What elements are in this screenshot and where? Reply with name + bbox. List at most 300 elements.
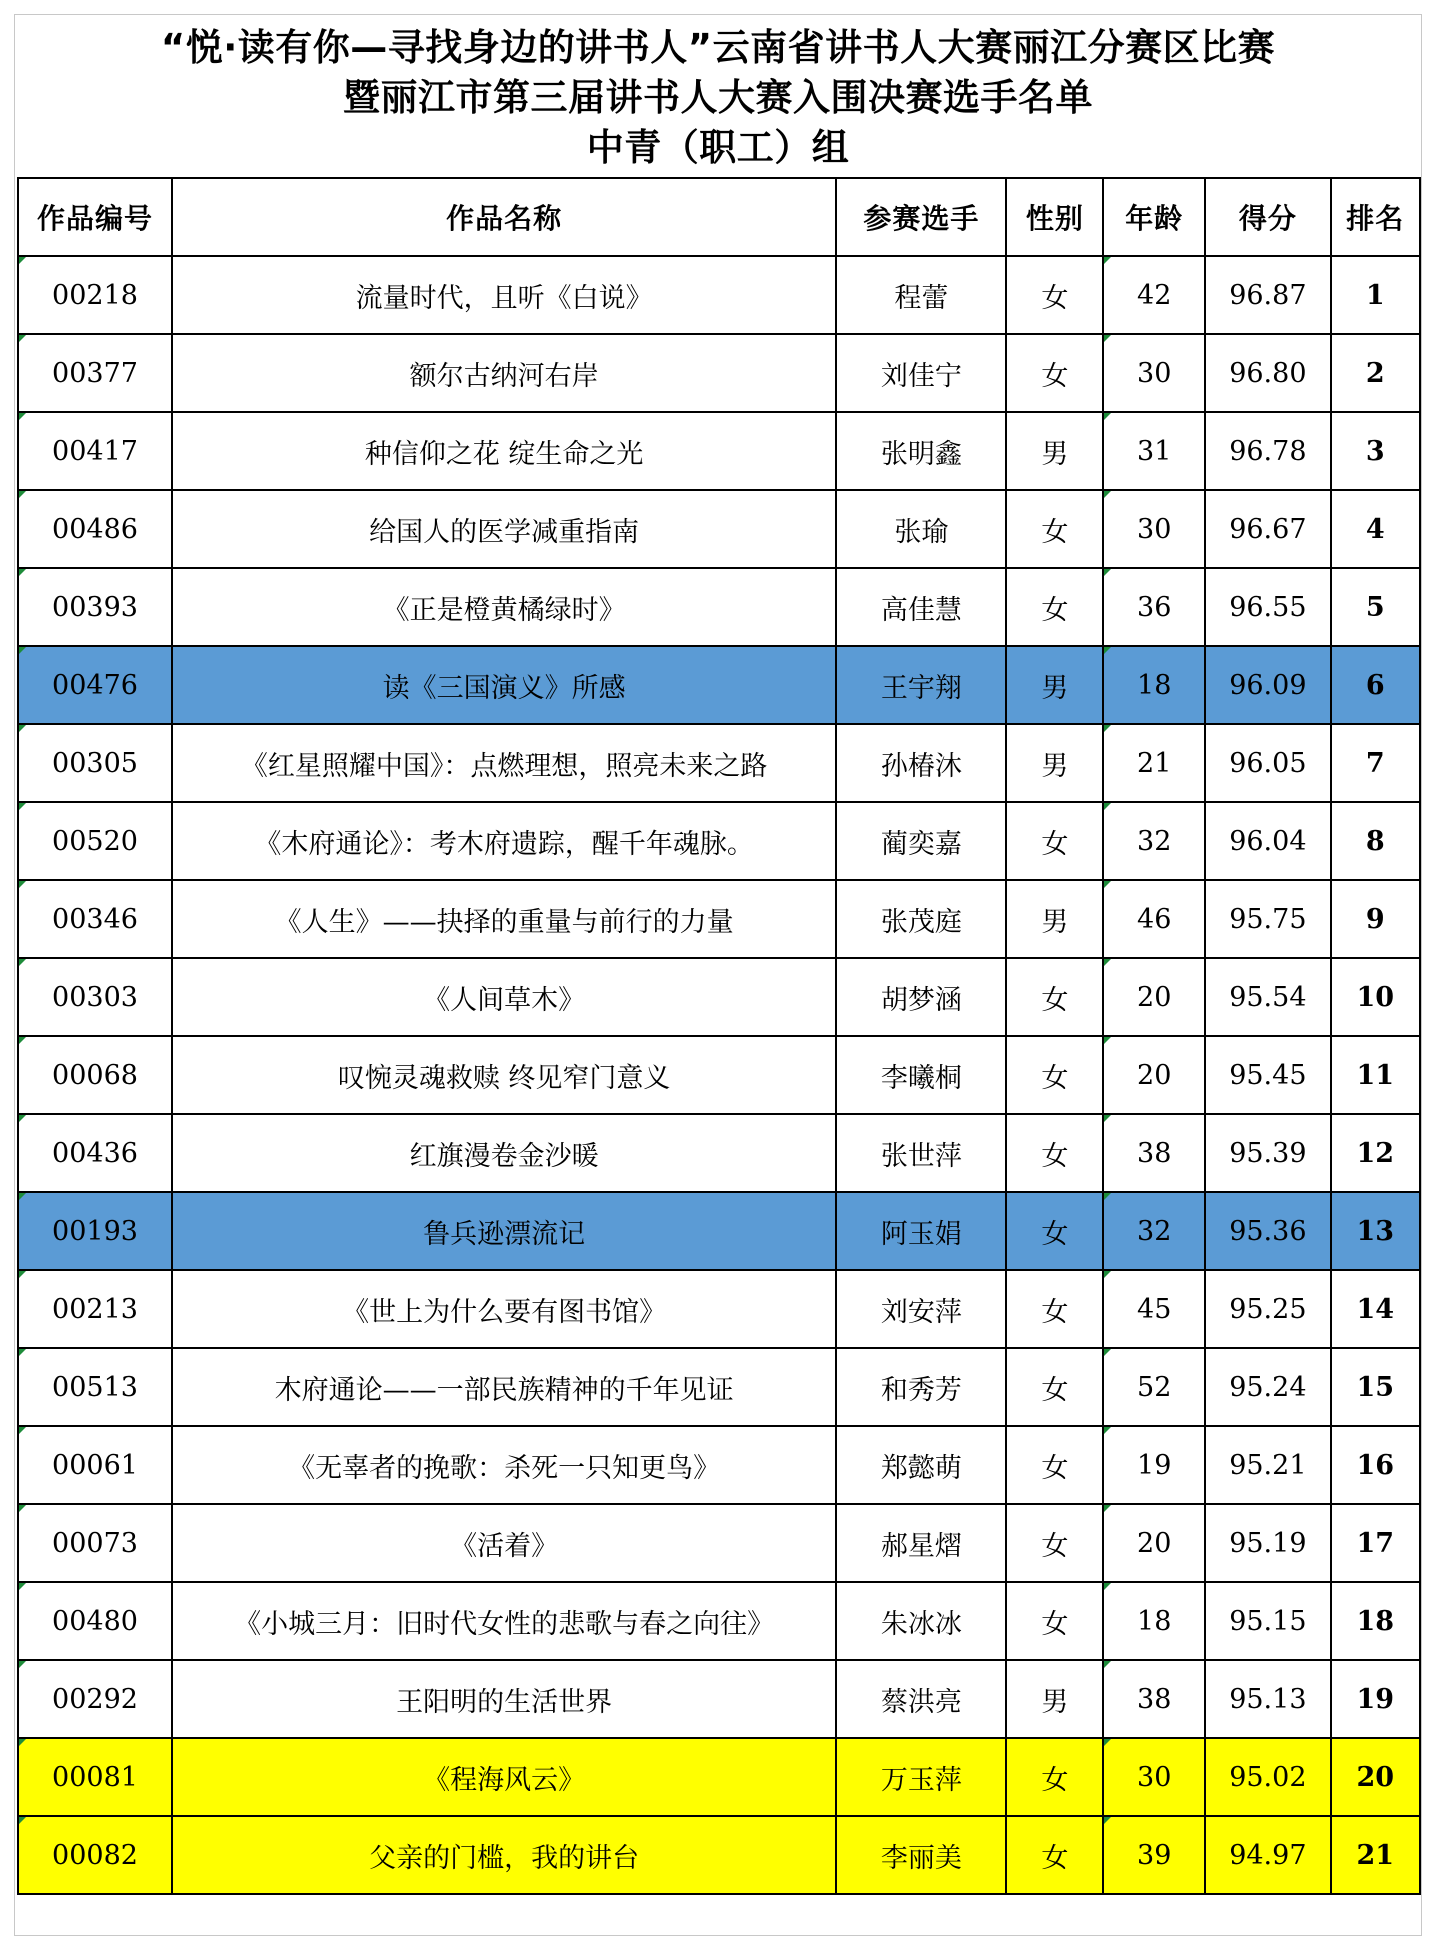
work-name-text: 《人间草木》 [423,984,586,1016]
gender-text: 男 [1041,1686,1069,1718]
cell-work-id[interactable] [18,334,172,412]
cell-marker-icon [19,1583,26,1590]
work-name-text: 《人生》——抉择的重量与前行的力量 [274,906,734,938]
cell-age[interactable] [1103,802,1205,880]
cell-age[interactable] [1103,1426,1205,1504]
cell-rank[interactable] [1331,1816,1420,1894]
cell-work-id[interactable] [18,802,172,880]
cell-work-id[interactable] [18,256,172,334]
cell-player[interactable] [836,1114,1006,1192]
cell-gender[interactable] [1006,1816,1103,1894]
cell-gender[interactable] [1006,802,1103,880]
cell-work-id[interactable] [18,1660,172,1738]
cell-work-name[interactable] [172,1426,836,1504]
cell-work-id[interactable] [18,1192,172,1270]
work-name-text: 叹惋灵魂救赎 终见窄门意义 [337,1062,671,1094]
score-text: 95.21 [1229,1449,1307,1481]
cell-score[interactable] [1205,412,1330,490]
player-text: 阿玉娟 [880,1218,962,1250]
cell-marker-icon [19,1817,26,1824]
header-player[interactable]: 参赛选手 [836,178,1006,256]
cell-gender[interactable] [1006,1348,1103,1426]
finalist-table [17,177,1421,1895]
cell-work-name[interactable] [172,1582,836,1660]
cell-marker-icon [19,1661,26,1668]
cell-gender[interactable] [1006,1504,1103,1582]
cell-gender[interactable] [1006,334,1103,412]
cell-work-name[interactable] [172,724,836,802]
rank-text: 19 [1356,1683,1395,1715]
player-text: 刘安萍 [880,1296,962,1328]
cell-score[interactable] [1205,1738,1330,1816]
cell-work-id[interactable] [18,1426,172,1504]
cell-score[interactable] [1205,334,1330,412]
cell-score[interactable] [1205,724,1330,802]
cell-marker-icon [1104,1193,1111,1200]
age-text: 20 [1137,981,1172,1013]
cell-marker-icon [1104,647,1111,654]
work-id-text: 00213 [52,1293,138,1325]
cell-marker-icon [1104,1583,1111,1590]
cell-gender[interactable] [1006,1114,1103,1192]
cell-work-name[interactable] [172,1738,836,1816]
cell-player[interactable] [836,880,1006,958]
cell-gender[interactable] [1006,1738,1103,1816]
rank-text: 3 [1365,435,1385,467]
cell-rank[interactable] [1331,958,1420,1036]
gender-text: 女 [1041,360,1069,392]
cell-work-id[interactable] [18,1738,172,1816]
age-text: 38 [1137,1683,1172,1715]
cell-rank[interactable] [1331,1192,1420,1270]
player-text: 胡梦涵 [880,984,962,1016]
cell-score[interactable] [1205,802,1330,880]
work-id-text: 00480 [52,1605,138,1637]
cell-marker-icon [19,569,26,576]
table-row [18,1660,1420,1738]
work-name-text: 《世上为什么要有图书馆》 [342,1296,667,1328]
cell-rank[interactable] [1331,1582,1420,1660]
cell-marker-icon [1104,959,1111,966]
cell-marker-icon [19,1505,26,1512]
cell-marker-icon [19,491,26,498]
work-name-text: 《程海风云》 [423,1764,586,1796]
cell-rank[interactable] [1331,1348,1420,1426]
gender-text: 女 [1041,984,1069,1016]
gender-text: 女 [1041,516,1069,548]
cell-player[interactable] [836,256,1006,334]
rank-text: 10 [1356,981,1395,1013]
rank-text: 13 [1356,1215,1395,1247]
age-text: 30 [1137,357,1172,389]
player-text: 朱冰冰 [880,1608,962,1640]
work-id-text: 00193 [52,1215,138,1247]
cell-age[interactable] [1103,1192,1205,1270]
work-name-text: 《红星照耀中国》：点燃理想，照亮未来之路 [240,750,768,782]
table-row [18,568,1420,646]
score-text: 96.87 [1229,279,1307,311]
work-name-text: 《活着》 [450,1530,559,1562]
cell-score[interactable] [1205,1504,1330,1582]
age-text: 21 [1137,747,1172,779]
cell-age[interactable] [1103,1738,1205,1816]
cell-rank[interactable] [1331,1114,1420,1192]
cell-work-name[interactable] [172,1348,836,1426]
cell-player[interactable] [836,958,1006,1036]
cell-marker-icon [19,959,26,966]
cell-score[interactable] [1205,1582,1330,1660]
gender-text: 女 [1041,1842,1069,1874]
cell-work-id[interactable] [18,646,172,724]
cell-score[interactable] [1205,880,1330,958]
work-id-text: 00218 [52,279,138,311]
work-id-text: 00513 [52,1371,138,1403]
player-text: 郑懿萌 [880,1452,962,1484]
cell-work-name[interactable] [172,568,836,646]
header-work-name[interactable]: 作品名称 [172,178,836,256]
cell-rank[interactable] [1331,1660,1420,1738]
table-row [18,724,1420,802]
cell-gender[interactable] [1006,1192,1103,1270]
cell-work-name[interactable] [172,334,836,412]
gender-text: 女 [1041,1374,1069,1406]
gender-text: 男 [1041,438,1069,470]
cell-player[interactable] [836,1660,1006,1738]
cell-work-id[interactable] [18,880,172,958]
cell-work-id[interactable] [18,1504,172,1582]
work-name-text: 额尔古纳河右岸 [409,360,599,392]
cell-score[interactable] [1205,1816,1330,1894]
cell-marker-icon [19,1349,26,1356]
cell-age[interactable] [1103,958,1205,1036]
cell-player[interactable] [836,724,1006,802]
rank-text: 1 [1365,279,1385,311]
age-text: 30 [1137,513,1172,545]
rank-text: 15 [1356,1371,1395,1403]
cell-gender[interactable] [1006,880,1103,958]
cell-marker-icon [19,257,26,264]
cell-marker-icon [1104,491,1111,498]
cell-player[interactable] [836,490,1006,568]
cell-score[interactable] [1205,1036,1330,1114]
cell-age[interactable] [1103,1504,1205,1582]
age-text: 32 [1137,1215,1172,1247]
cell-marker-icon [1104,803,1111,810]
cell-gender[interactable] [1006,1036,1103,1114]
header-score[interactable]: 得分 [1205,178,1330,256]
cell-age[interactable] [1103,1270,1205,1348]
table-row [18,1114,1420,1192]
cell-work-name[interactable] [172,802,836,880]
player-text: 李曦桐 [880,1062,962,1094]
cell-score[interactable] [1205,1348,1330,1426]
cell-work-id[interactable] [18,958,172,1036]
age-text: 32 [1137,825,1172,857]
cell-work-name[interactable] [172,490,836,568]
score-text: 96.55 [1229,591,1307,623]
spreadsheet-sheet [14,14,1422,1936]
score-text: 96.09 [1229,669,1307,701]
cell-age[interactable] [1103,334,1205,412]
rank-text: 2 [1365,357,1385,389]
cell-work-id[interactable] [18,568,172,646]
work-name-text: 《无辜者的挽歌：杀死一只知更鸟》 [288,1452,721,1484]
gender-text: 女 [1041,282,1069,314]
table-row [18,256,1420,334]
table-row [18,334,1420,412]
cell-gender[interactable] [1006,1660,1103,1738]
cell-marker-icon [1104,569,1111,576]
cell-age[interactable] [1103,256,1205,334]
cell-player[interactable] [836,1270,1006,1348]
cell-score[interactable] [1205,1660,1330,1738]
cell-gender[interactable] [1006,256,1103,334]
cell-age[interactable] [1103,1582,1205,1660]
cell-work-id[interactable] [18,412,172,490]
cell-work-name[interactable] [172,256,836,334]
table-row [18,1270,1420,1348]
cell-gender[interactable] [1006,490,1103,568]
cell-marker-icon [1104,1427,1111,1434]
cell-rank[interactable] [1331,646,1420,724]
player-text: 高佳慧 [880,594,962,626]
cell-rank[interactable] [1331,1270,1420,1348]
table-row [18,490,1420,568]
cell-player[interactable] [836,1192,1006,1270]
cell-work-id[interactable] [18,490,172,568]
age-text: 36 [1137,591,1172,623]
rank-text: 21 [1356,1839,1395,1871]
table-row [18,1426,1420,1504]
header-gender[interactable]: 性别 [1006,178,1103,256]
cell-player[interactable] [836,1504,1006,1582]
rank-text: 17 [1356,1527,1395,1559]
player-text: 王宇翔 [880,672,962,704]
score-text: 95.45 [1229,1059,1307,1091]
cell-rank[interactable] [1331,490,1420,568]
cell-player[interactable] [836,1348,1006,1426]
cell-work-name[interactable] [172,646,836,724]
work-id-text: 00081 [52,1761,138,1793]
player-text: 张明鑫 [880,438,962,470]
title-line-2: 暨丽江市第三届讲书人大赛入围决赛选手名单 [343,76,1093,119]
score-text: 96.78 [1229,435,1307,467]
work-name-text: 父亲的门槛，我的讲台 [369,1842,640,1874]
cell-age[interactable] [1103,568,1205,646]
table-row [18,802,1420,880]
cell-player[interactable] [836,1816,1006,1894]
cell-age[interactable] [1103,1348,1205,1426]
title-block [15,15,1421,177]
work-id-text: 00377 [52,357,138,389]
player-text: 蔺奕嘉 [880,828,962,860]
cell-marker-icon [1104,1271,1111,1278]
rank-text: 16 [1356,1449,1395,1481]
cell-work-name[interactable] [172,412,836,490]
score-text: 94.97 [1229,1839,1307,1871]
cell-player[interactable] [836,568,1006,646]
cell-player[interactable] [836,412,1006,490]
cell-score[interactable] [1205,490,1330,568]
cell-work-name[interactable] [172,1270,836,1348]
cell-marker-icon [1104,1661,1111,1668]
cell-work-name[interactable] [172,1036,836,1114]
cell-player[interactable] [836,1738,1006,1816]
age-text: 46 [1137,903,1172,935]
cell-work-name[interactable] [172,1816,836,1894]
age-text: 31 [1137,435,1172,467]
player-text: 刘佳宁 [880,360,962,392]
cell-age[interactable] [1103,1114,1205,1192]
age-text: 42 [1137,279,1172,311]
cell-rank[interactable] [1331,256,1420,334]
cell-work-name[interactable] [172,1114,836,1192]
work-id-text: 00346 [52,903,138,935]
cell-rank[interactable] [1331,568,1420,646]
cell-work-name[interactable] [172,1504,836,1582]
cell-gender[interactable] [1006,646,1103,724]
cell-work-name[interactable] [172,1192,836,1270]
cell-rank[interactable] [1331,724,1420,802]
cell-score[interactable] [1205,568,1330,646]
cell-marker-icon [1104,1739,1111,1746]
gender-text: 男 [1041,750,1069,782]
cell-rank[interactable] [1331,1036,1420,1114]
header-rank[interactable]: 排名 [1331,178,1420,256]
cell-age[interactable] [1103,1816,1205,1894]
rank-text: 18 [1356,1605,1395,1637]
cell-gender[interactable] [1006,568,1103,646]
cell-work-id[interactable] [18,724,172,802]
cell-player[interactable] [836,646,1006,724]
table-row [18,1036,1420,1114]
work-id-text: 00303 [52,981,138,1013]
gender-text: 女 [1041,1218,1069,1250]
work-id-text: 00520 [52,825,138,857]
rank-text: 11 [1356,1059,1395,1091]
cell-work-name[interactable] [172,1660,836,1738]
cell-age[interactable] [1103,1036,1205,1114]
work-name-text: 鲁兵逊漂流记 [423,1218,586,1250]
title-line-3: 中青（职工）组 [586,126,850,169]
rank-text: 14 [1356,1293,1395,1325]
cell-score[interactable] [1205,1270,1330,1348]
gender-text: 女 [1041,1296,1069,1328]
cell-age[interactable] [1103,646,1205,724]
cell-age[interactable] [1103,724,1205,802]
gender-text: 女 [1041,1530,1069,1562]
age-text: 45 [1137,1293,1172,1325]
work-name-text: 《正是橙黄橘绿时》 [382,594,626,626]
cell-score[interactable] [1205,1192,1330,1270]
cell-score[interactable] [1205,958,1330,1036]
cell-work-id[interactable] [18,1348,172,1426]
age-text: 39 [1137,1839,1172,1871]
cell-rank[interactable] [1331,1426,1420,1504]
cell-age[interactable] [1103,1660,1205,1738]
gender-text: 男 [1041,906,1069,938]
cell-gender[interactable] [1006,1582,1103,1660]
cell-age[interactable] [1103,412,1205,490]
cell-player[interactable] [836,1036,1006,1114]
cell-rank[interactable] [1331,1504,1420,1582]
cell-gender[interactable] [1006,1426,1103,1504]
rank-text: 4 [1365,513,1385,545]
gender-text: 女 [1041,1140,1069,1172]
cell-age[interactable] [1103,490,1205,568]
cell-work-name[interactable] [172,880,836,958]
cell-work-id[interactable] [18,1582,172,1660]
cell-marker-icon [1104,335,1111,342]
cell-gender[interactable] [1006,724,1103,802]
player-text: 孙椿沐 [880,750,962,782]
cell-rank[interactable] [1331,334,1420,412]
cell-player[interactable] [836,334,1006,412]
cell-marker-icon [19,881,26,888]
cell-marker-icon [1104,1505,1111,1512]
cell-gender[interactable] [1006,412,1103,490]
work-name-text: 种信仰之花 绽生命之光 [364,438,644,470]
cell-marker-icon [1104,725,1111,732]
cell-score[interactable] [1205,1426,1330,1504]
cell-marker-icon [19,413,26,420]
cell-score[interactable] [1205,1114,1330,1192]
cell-rank[interactable] [1331,802,1420,880]
cell-gender[interactable] [1006,958,1103,1036]
age-text: 18 [1137,1605,1172,1637]
work-name-text: 给国人的医学减重指南 [369,516,640,548]
work-name-text: 《木府通论》：考木府遗踪，醒千年魂脉。 [254,828,754,860]
work-name-text: 红旗漫卷金沙暖 [409,1140,599,1172]
cell-rank[interactable] [1331,412,1420,490]
cell-player[interactable] [836,1582,1006,1660]
cell-marker-icon [19,335,26,342]
gender-text: 女 [1041,828,1069,860]
cell-work-id[interactable] [18,1114,172,1192]
cell-work-id[interactable] [18,1036,172,1114]
work-id-text: 00305 [52,747,138,779]
header-work-id[interactable]: 作品编号 [18,178,172,256]
cell-rank[interactable] [1331,880,1420,958]
score-text: 95.39 [1229,1137,1307,1169]
gender-text: 女 [1041,1764,1069,1796]
table-row [18,412,1420,490]
table-row [18,1504,1420,1582]
score-text: 96.05 [1229,747,1307,779]
cell-score[interactable] [1205,256,1330,334]
cell-work-id[interactable] [18,1270,172,1348]
player-text: 蔡洪亮 [880,1686,962,1718]
gender-text: 女 [1041,1608,1069,1640]
age-text: 38 [1137,1137,1172,1169]
cell-work-name[interactable] [172,958,836,1036]
score-text: 95.25 [1229,1293,1307,1325]
cell-player[interactable] [836,1426,1006,1504]
work-id-text: 00061 [52,1449,138,1481]
cell-player[interactable] [836,802,1006,880]
cell-score[interactable] [1205,646,1330,724]
cell-rank[interactable] [1331,1738,1420,1816]
work-name-text: 王阳明的生活世界 [396,1686,613,1718]
cell-age[interactable] [1103,880,1205,958]
score-text: 95.13 [1229,1683,1307,1715]
cell-marker-icon [19,1739,26,1746]
cell-work-id[interactable] [18,1816,172,1894]
cell-gender[interactable] [1006,1270,1103,1348]
work-id-text: 00436 [52,1137,138,1169]
header-age[interactable]: 年龄 [1103,178,1205,256]
age-text: 19 [1137,1449,1172,1481]
